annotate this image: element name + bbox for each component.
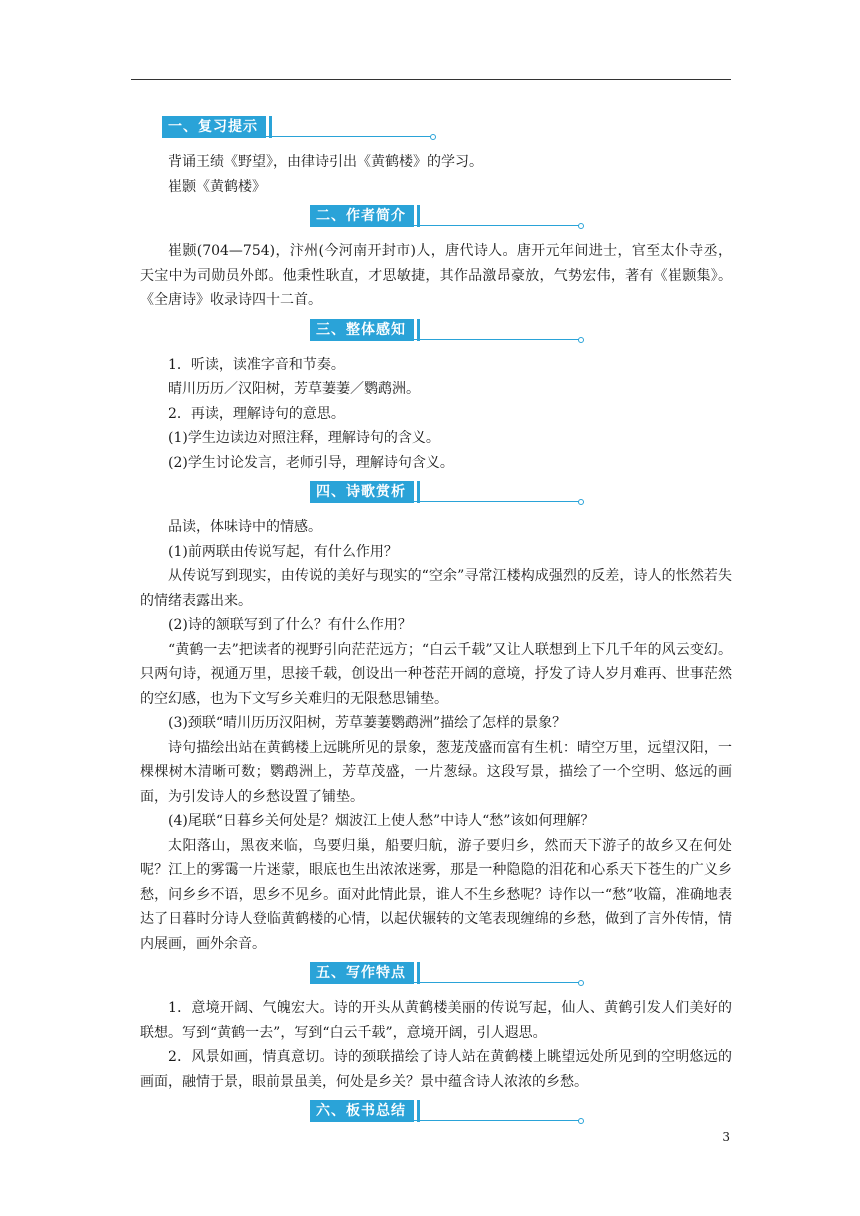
section-title-appreciation: 四、诗歌赏析 [310,481,414,503]
section-title-author: 二、作者简介 [310,205,414,227]
section-title-summary: 六、板书总结 [310,1100,414,1122]
overview-line-3: 2．再读，理解诗句的意思。 [168,405,345,422]
overview-text [140,353,732,476]
writing-text [140,996,732,1094]
section-title-review: 一、复习提示 [162,116,266,138]
section-underline [310,501,580,502]
review-line-1: 背诵王绩《野望》，由律诗引出《黄鹤楼》的学习。 [168,154,483,170]
answer-4: 太阳落山，黑夜来临，鸟要归巢，船要归航，游子要归乡，然而天下游子的故乡又在何处呢？江上的雾霭一片迷蒙，眼底也生出浓浓迷雾，那是一种隐隐的泪花和心系天下苍生的广义乡愁，问乡乡不语，思乡不见乡。面对此情此景，谁人不生乡愁呢？诗作以一“愁”收篇，准确地表达了日暮时分诗人登临黄鹤楼的心情，以起伏辗转的文笔表现缠绵的乡愁，做到了言外传情，情内展画，画外余音。 [140,837,732,952]
answer-1: 从传说写到现实，由传说的美好与现实的“空余”寻常江楼构成强烈的反差，诗人的怅然若失的情绪表露出来。 [140,568,732,609]
section-title-overview: 三、整体感知 [310,319,414,341]
section-underline [310,225,580,226]
writing-point-2: 2．风景如画，情真意切。诗的颈联描绘了诗人站在黄鹤楼上眺望远处所见到的空明悠远的画面，融情于景，眼前景虽美，何处是乡关？景中蕴含诗人浓浓的乡愁。 [140,1049,732,1090]
section-underline-dot [578,337,584,343]
section-underline [310,982,580,983]
overview-line-4: (1)学生边读边对照注释，理解诗句的含义。 [168,430,440,446]
top-rule [131,79,731,80]
page-number: 3 [722,1130,730,1144]
review-line-2: 崔颢《黄鹤楼》 [168,178,266,195]
answer-2: “黄鹤一去”把读者的视野引向茫茫远方；“白云千载”又让人联想到上下几千年的风云变幻。只两句诗，视通万里，思接千载，创设出一种苍茫开阔的意境，抒发了诗人岁月难再、世事茫然的空幻感，也为下文写乡关难归的无限愁思铺垫。 [140,641,732,707]
answer-3: 诗句描绘出站在黄鹤楼上远眺所见的景象，葱茏茂盛而富有生机：晴空万里，远望汉阳，一棵棵树木清晰可数；鹦鹉洲上，芳草茂盛，一片葱绿。这段写景，描绘了一个空明、悠远的画面，为引发诗人的乡愁设置了铺垫。 [140,739,732,805]
section-underline [310,1120,580,1121]
overview-line-1: 1．听读，读准字音和节奏。 [168,356,345,373]
question-4: (4)尾联“日暮乡关何处是？烟波江上使人愁”中诗人“愁”该如何理解？ [168,813,595,829]
section-underline-dot [578,980,584,986]
author-text [140,239,732,313]
section-header-review [140,116,732,140]
section-underline-dot [578,1118,584,1124]
section-underline-dot [578,499,584,505]
appreciation-intro: 品读，体味诗中的情感。 [168,519,322,535]
overview-line-2: 晴川历历／汉阳树，芳草萋萋／鹦鹉洲。 [168,381,420,397]
section-header-appreciation [140,481,732,505]
document-body [140,110,732,1134]
section-underline-dot [578,223,584,229]
overview-line-5: (2)学生讨论发言，老师引导，理解诗句含义。 [168,454,454,471]
writing-point-1: 1．意境开阔、气魄宏大。诗的开头从黄鹤楼美丽的传说写起，仙人、黄鹤引发人们美好的联想。写到“黄鹤一去”，写到“白云千载”，意境开阔，引人遐思。 [140,1000,732,1041]
section-underline [162,136,432,137]
section-underline [310,339,580,340]
appreciation-text [140,515,732,956]
section-header-writing [140,962,732,986]
section-header-summary [140,1100,732,1124]
question-1: (1)前两联由传说写起，有什么作用？ [168,543,398,560]
review-text [140,150,732,199]
author-paragraph: 崔颢(704—754)，汴州(今河南开封市)人，唐代诗人。唐开元年间进士，官至太仆寺丞，天宝中为司勋员外郎。他秉性耿直，才思敏捷，其作品激昂豪放，气势宏伟，著有《崔颢集》。《全唐诗》收录诗四十二首。 [140,243,732,308]
question-2: (2)诗的颔联写到了什么？有什么作用？ [168,617,412,633]
question-3: (3)颈联“晴川历历汉阳树，芳草萋萋鹦鹉洲”描绘了怎样的景象？ [168,715,567,731]
section-header-overview [140,319,732,343]
section-underline-dot [430,134,436,140]
section-header-author [140,205,732,229]
section-title-writing: 五、写作特点 [310,962,414,984]
